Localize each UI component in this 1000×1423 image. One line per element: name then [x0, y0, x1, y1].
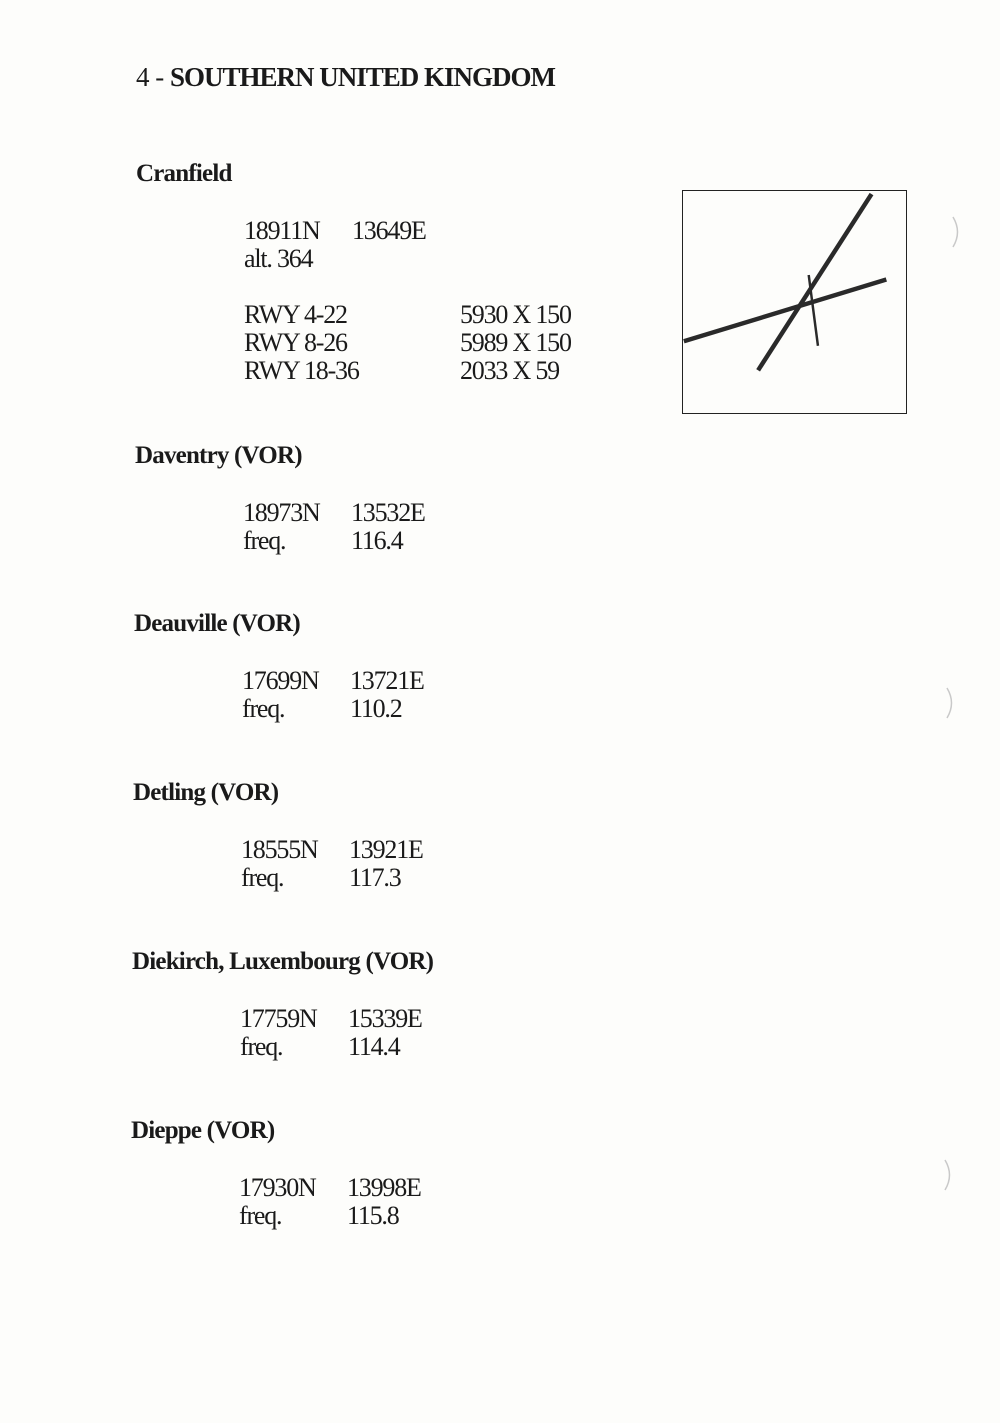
coord-n: 17930N [239, 1173, 316, 1202]
binder-hole-mark [942, 1158, 956, 1192]
entry-title-daventry: Daventry (VOR) [135, 442, 302, 469]
binder-hole-mark [944, 686, 958, 720]
entry-title-dieppe: Dieppe (VOR) [131, 1117, 275, 1144]
runway-diagram [682, 190, 907, 414]
freq-label: freq. [241, 863, 284, 892]
runway-label: RWY [244, 300, 299, 329]
runway-row [244, 357, 359, 385]
freq-label: freq. [243, 526, 286, 555]
entry-title-diekirch: Diekirch, Luxembourg (VOR) [132, 948, 434, 975]
runway-id: 18-36 [303, 356, 359, 385]
freq-value: 110.2 [350, 694, 402, 723]
runway-dims: 2033 X 59 [460, 356, 559, 385]
coord-n: 17699N [242, 666, 319, 695]
coord-n: 18973N [243, 498, 320, 527]
coord-e: 13532E [351, 498, 425, 527]
entry-title-cranfield: Cranfield [136, 160, 232, 187]
runway-label: RWY [244, 356, 299, 385]
freq-label: freq. [239, 1201, 282, 1230]
freq-value: 117.3 [349, 863, 401, 892]
alt-label: alt. [244, 244, 272, 273]
freq-value: 115.8 [347, 1201, 399, 1230]
freq-value: 114.4 [348, 1032, 400, 1061]
altitude [244, 245, 312, 273]
runway-row [244, 301, 347, 329]
runway-row [244, 329, 347, 357]
coord-n: 18911N [244, 216, 320, 245]
alt-value: 364 [277, 244, 313, 273]
runway-label: RWY [244, 328, 299, 357]
section-title: SOUTHERN UNITED KINGDOM [170, 62, 556, 92]
entry-title-detling: Detling (VOR) [133, 779, 279, 806]
page-title [136, 62, 555, 93]
runway-diagram-svg [683, 191, 906, 413]
section-number: 4 - [136, 62, 164, 92]
coord-n: 17759N [240, 1004, 317, 1033]
freq-label: freq. [240, 1032, 283, 1061]
runway-dims: 5989 X 150 [460, 328, 571, 357]
freq-label: freq. [242, 694, 285, 723]
coord-e: 13921E [349, 835, 423, 864]
coord-e: 15339E [348, 1004, 422, 1033]
coord-e: 13721E [350, 666, 424, 695]
coord-n: 18555N [241, 835, 318, 864]
binder-hole-mark [950, 215, 964, 249]
runway-4-22-line [759, 196, 870, 368]
runway-id: 4-22 [303, 300, 347, 329]
coord-e: 13649E [352, 216, 426, 245]
runway-id: 8-26 [303, 328, 347, 357]
freq-value: 116.4 [351, 526, 403, 555]
entry-title-deauville: Deauville (VOR) [134, 610, 300, 637]
runway-dims: 5930 X 150 [460, 300, 571, 329]
coord-e: 13998E [347, 1173, 421, 1202]
